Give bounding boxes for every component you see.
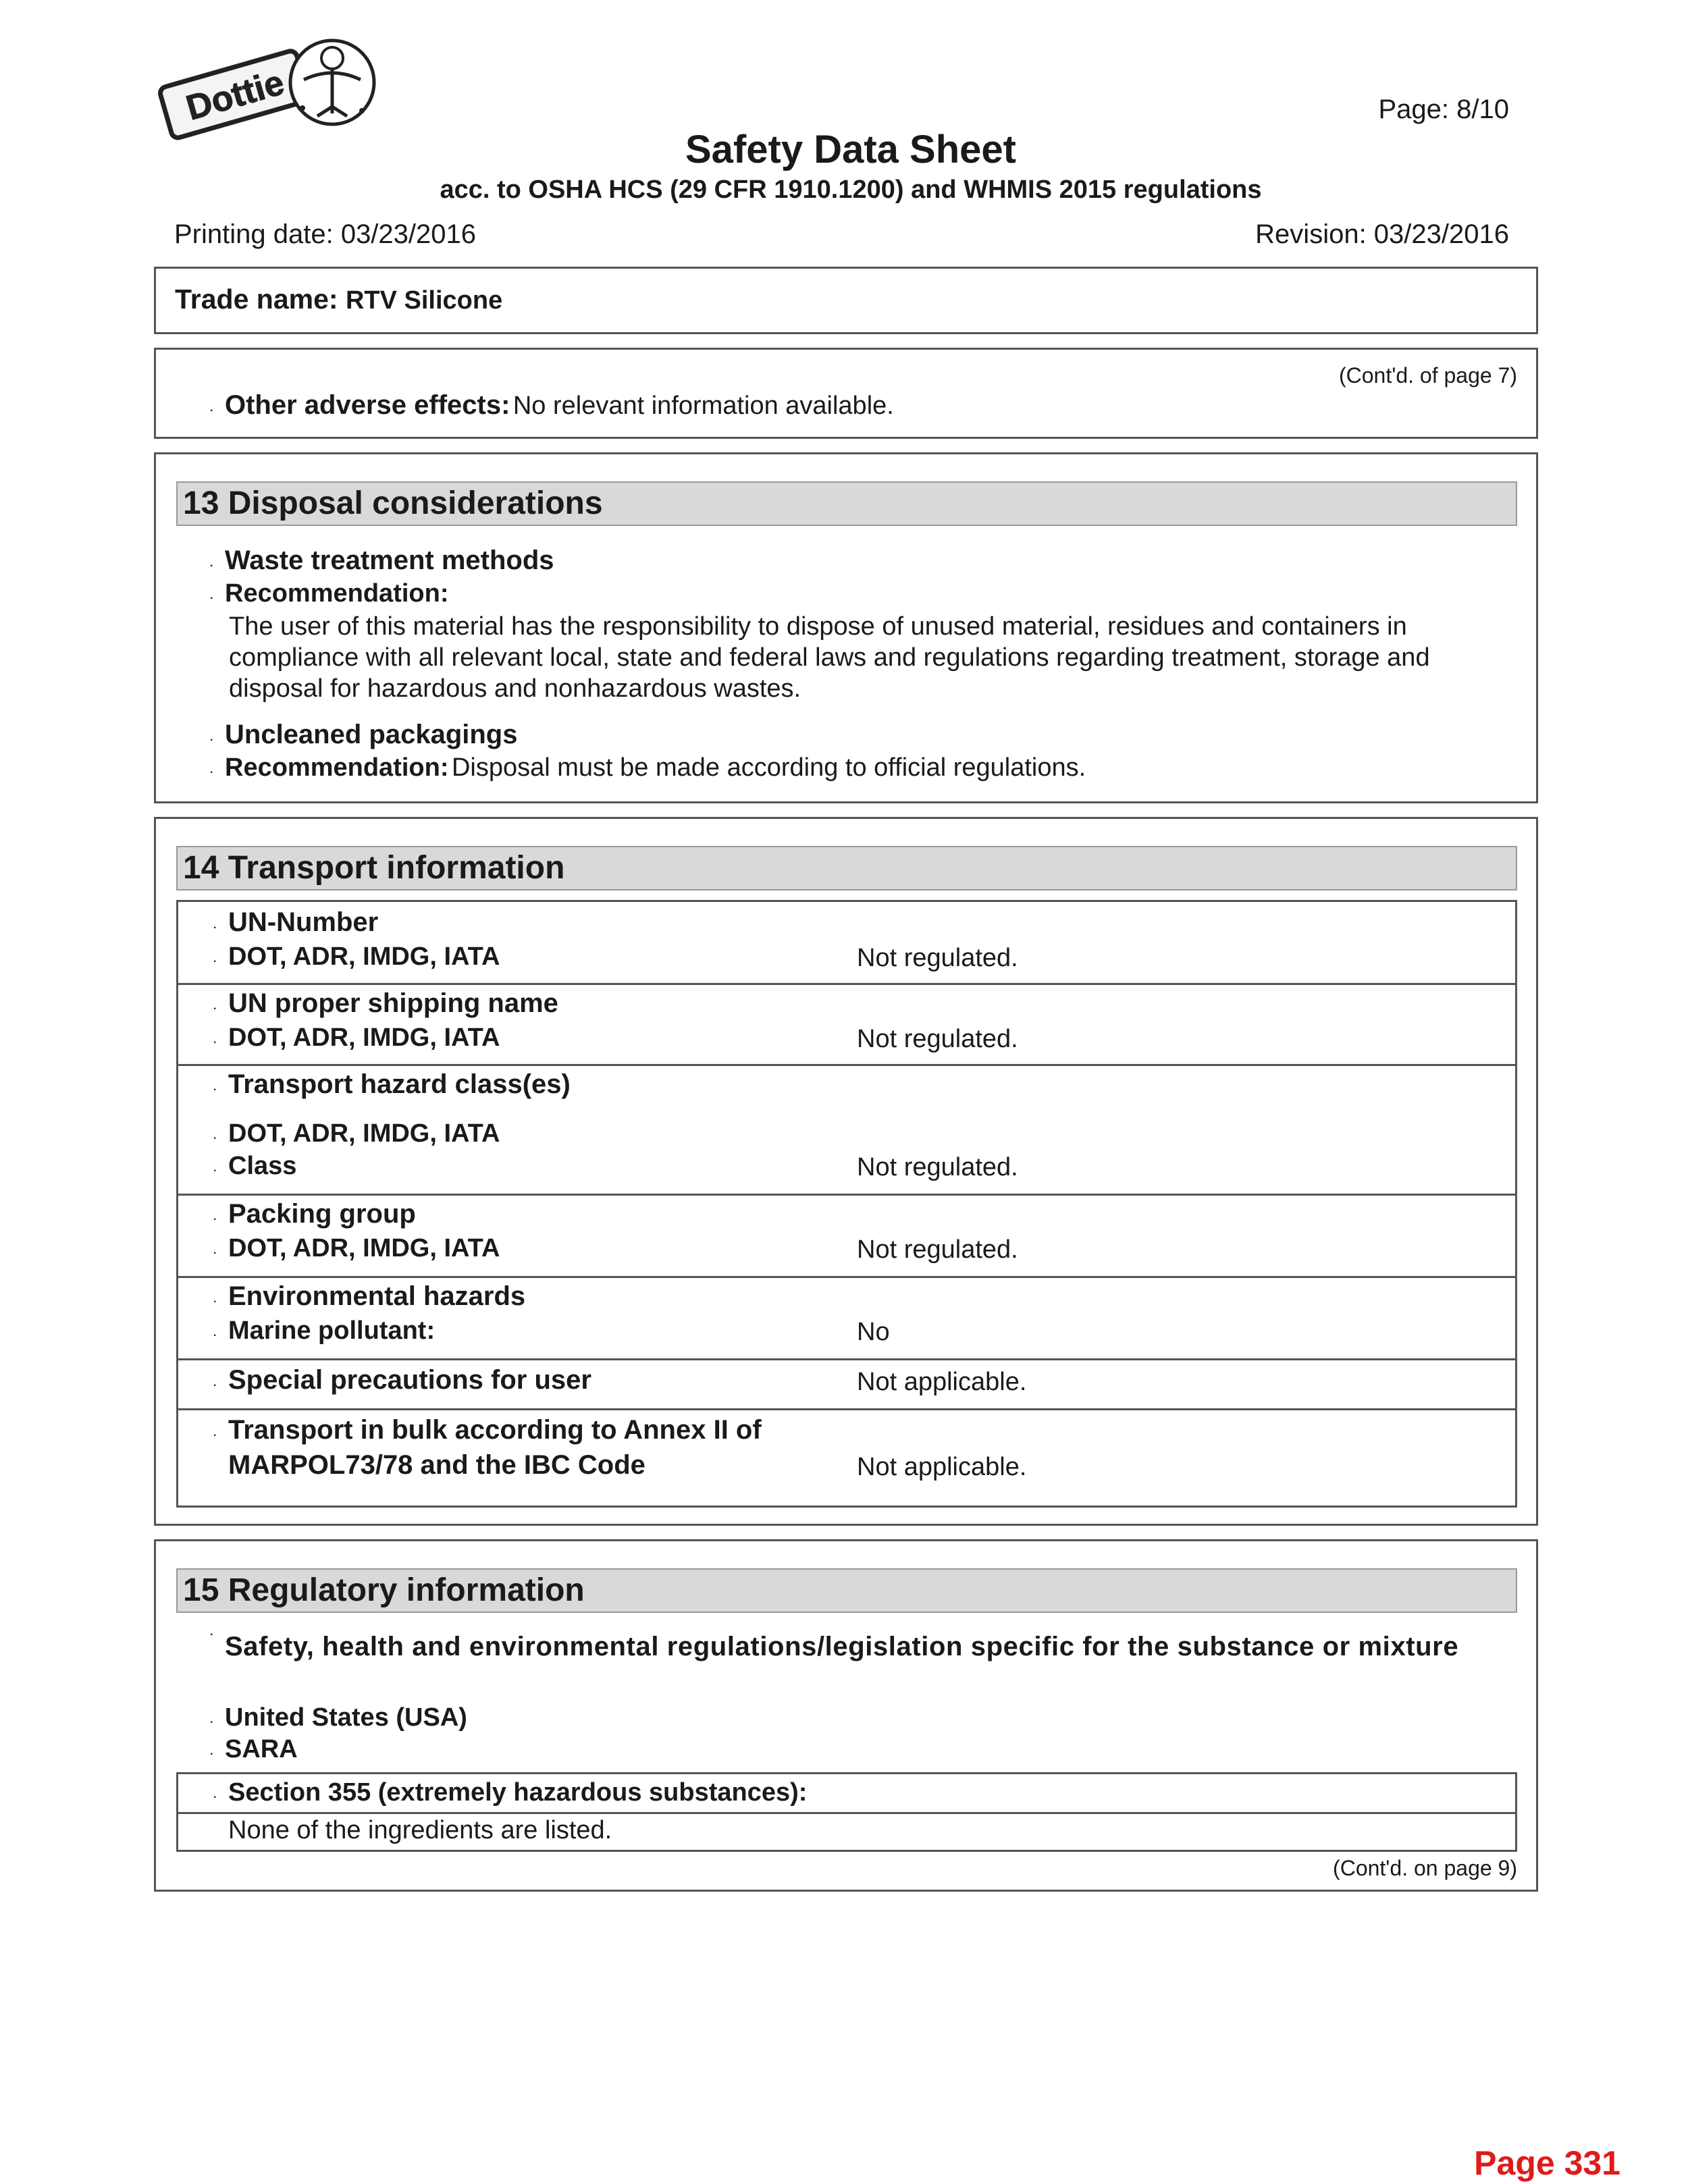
table-row: · Transport in bulk according to Annex II of MARPOL73/78 and the IBC Code Not applicable.: [213, 1415, 1027, 1481]
row-heading: Environmental hazards: [228, 1281, 526, 1311]
row-value: Not regulated.: [857, 1235, 1018, 1264]
row-label: DOT, ADR, IMDG, IATA: [228, 1023, 500, 1052]
row-heading: UN proper shipping name: [228, 988, 558, 1018]
bullet: ·: [210, 405, 214, 417]
table-row: · Transport hazard class(es) · DOT, ADR, IMDG, IATA · Class Not regulated.: [178, 1064, 1515, 1196]
uncleaned-packagings-text: Uncleaned packagings: [225, 720, 518, 749]
trade-name-value: RTV Silicone: [345, 286, 503, 315]
table-row: · UN proper shipping name · DOT, ADR, IMDG, IATA Not regulated.: [178, 983, 1515, 1066]
table-row: · Section 355 (extremely hazardous substances):: [178, 1774, 1515, 1814]
other-adverse-effects: [210, 390, 894, 421]
row-value: Not applicable.: [857, 1453, 1027, 1481]
row-heading: Packing group: [228, 1199, 416, 1229]
document-title: Safety Data Sheet: [685, 128, 1016, 171]
row-label: DOT, ADR, IMDG, IATA: [228, 942, 500, 971]
row-heading: UN-Number: [228, 907, 379, 937]
section-355-label: Section 355 (extremely hazardous substances):: [228, 1778, 808, 1807]
regulations-heading-text: Safety, health and environmental regulations/legislation specific for the substance or mixture: [225, 1632, 1459, 1661]
recommendation-2-text: Disposal must be made according to official regulations.: [451, 753, 1086, 782]
row-value: Not regulated.: [857, 1153, 1018, 1181]
table-row: · UN-Number · DOT, ADR, IMDG, IATA Not regulated.: [178, 902, 1515, 985]
sara-text: SARA: [225, 1735, 298, 1763]
row-heading: Transport in bulk according to Annex II of: [228, 1415, 762, 1445]
waste-treatment-text: Waste treatment methods: [225, 545, 554, 575]
row-label: DOT, ADR, IMDG, IATA: [228, 1234, 500, 1262]
continued-box: [154, 348, 1538, 439]
uncleaned-packagings-heading: · Uncleaned packagings: [210, 720, 518, 749]
table-row: [178, 1812, 1515, 1850]
other-adverse-label: Other adverse effects:: [225, 390, 510, 420]
section-15-title: 15 Regulatory information: [176, 1568, 1517, 1613]
table-row: · Environmental hazards · Marine pollutant: No: [178, 1276, 1515, 1360]
us-text: United States (USA): [225, 1703, 467, 1732]
waste-treatment-heading: · Waste treatment methods: [210, 545, 554, 575]
recommendation-2: · Recommendation: Disposal must be made according to official regulations.: [210, 753, 1086, 782]
page-number: Page: 8/10: [1378, 95, 1509, 124]
row-label-class: Class: [228, 1152, 297, 1180]
section-13-box: [154, 452, 1538, 803]
row-heading: Transport hazard class(es): [228, 1069, 571, 1099]
logo-text: Dottie: [182, 63, 289, 128]
trade-name: [175, 284, 502, 315]
us-heading: · United States (USA): [210, 1703, 467, 1732]
printing-date: Printing date: 03/23/2016: [174, 219, 477, 249]
recommendation-2-label: Recommendation:: [225, 753, 449, 782]
row-value: Not regulated.: [857, 944, 1018, 972]
trade-name-box: [154, 267, 1538, 334]
table-row: · Special precautions for user Not applicable.: [178, 1358, 1515, 1410]
recommendation-label: Recommendation:: [225, 579, 449, 608]
regulations-heading: · Safety, health and environmental regulations/legislation specific for the substance or mixture: [210, 1629, 1517, 1664]
revision-date: Revision: 03/23/2016: [1255, 219, 1509, 249]
trade-name-label: Trade name:: [175, 284, 338, 315]
row-value: No: [857, 1318, 890, 1346]
dottie-logo: [155, 27, 398, 142]
row-label: Marine pollutant:: [228, 1316, 436, 1345]
section-14-box: [154, 817, 1538, 1526]
other-adverse-value: No relevant information available.: [512, 392, 894, 420]
row-value: Not applicable.: [857, 1368, 1027, 1396]
continued-note: (Cont'd. of page 7): [1338, 363, 1517, 388]
continued-next-note: (Cont'd. on page 9): [1333, 1856, 1517, 1880]
section-15-box: [154, 1539, 1538, 1892]
recommendation-heading: · Recommendation:: [210, 579, 449, 608]
table-row: · Packing group · DOT, ADR, IMDG, IATA Not regulated.: [178, 1194, 1515, 1278]
recommendation-text: The user of this material has the responsibility to dispose of unused material, residues and containers in compliance with all relevant local, state and federal laws and regulations regarding treatment, storage and disposal for hazardous and nonhazardous wastes.: [229, 612, 1430, 703]
row-value: Not regulated.: [857, 1025, 1018, 1053]
section-355-value: None of the ingredients are listed.: [228, 1816, 612, 1844]
section-13-title: 13 Disposal considerations: [176, 481, 1517, 526]
row-heading: Special precautions for user: [228, 1365, 591, 1395]
transport-table: [176, 900, 1517, 1508]
page-stamp: Page 331: [1474, 2144, 1620, 2182]
section-355-table: [176, 1772, 1517, 1852]
section-14-title: 14 Transport information: [176, 846, 1517, 890]
sara-heading: · SARA: [210, 1735, 298, 1763]
document-subtitle: acc. to OSHA HCS (29 CFR 1910.1200) and WHMIS 2015 regulations: [440, 176, 1262, 204]
row-heading-2: MARPOL73/78 and the IBC Code: [228, 1450, 645, 1480]
row-label: DOT, ADR, IMDG, IATA: [228, 1119, 500, 1148]
